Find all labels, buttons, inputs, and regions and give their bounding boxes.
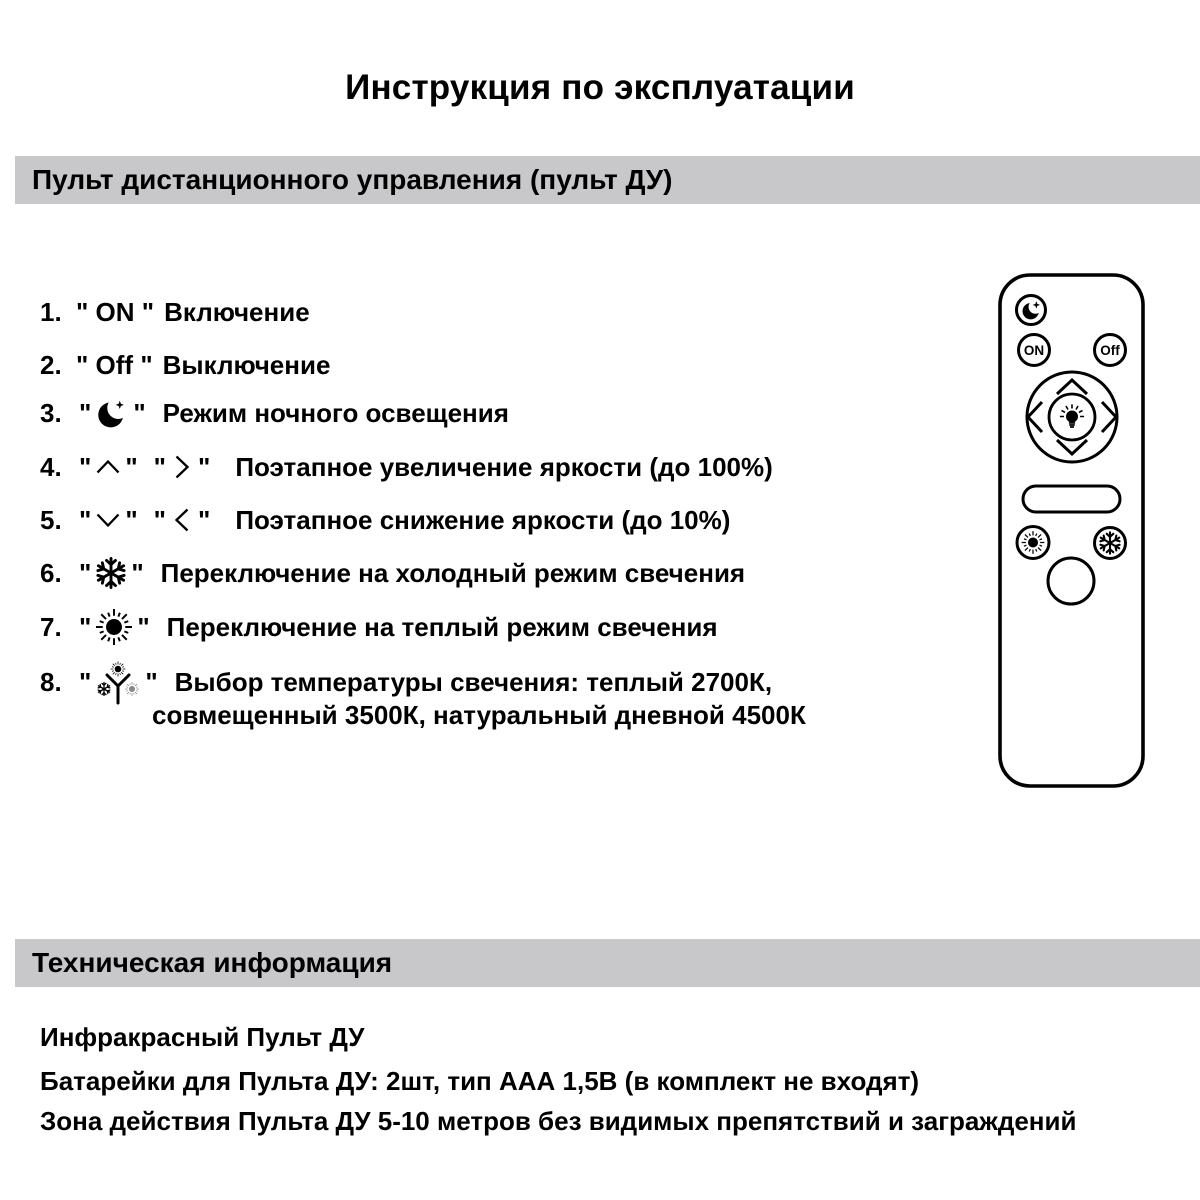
section-header-remote-label: Пульт дистанционного управления (пульт ДУ) bbox=[32, 164, 673, 195]
color-temperature-select-icon bbox=[94, 657, 142, 707]
quote-mark: " bbox=[79, 557, 92, 588]
crescent-moon-icon bbox=[94, 395, 130, 431]
list-item-brightness-up bbox=[40, 445, 773, 489]
item-label: Переключение на холодный режим свечения bbox=[160, 557, 746, 588]
quote-mark: " bbox=[79, 451, 92, 482]
quote-mark: " bbox=[197, 504, 211, 535]
section-header-tech-label: Техническая информация bbox=[32, 947, 393, 978]
off-button bbox=[1095, 335, 1126, 366]
list-item-warm-mode bbox=[40, 605, 718, 649]
tech-info-line: Зона действия Пульта ДУ 5-10 метров без видимых препятствий и заграждений bbox=[40, 1105, 1077, 1136]
chevron-left-icon bbox=[169, 506, 195, 534]
off-button-label: Off bbox=[1100, 343, 1120, 358]
item-label: Поэтапное снижение яркости (до 10%) bbox=[235, 504, 731, 535]
round-button bbox=[1048, 558, 1094, 604]
section-header-tech bbox=[15, 939, 1200, 987]
remote-control-illustration bbox=[990, 268, 1156, 792]
item-label: Включение bbox=[164, 296, 310, 327]
quote-mark: " bbox=[153, 451, 166, 482]
list-item-brightness-down bbox=[40, 498, 730, 542]
item-number: 7. bbox=[40, 611, 62, 642]
quote-mark: " bbox=[137, 611, 150, 642]
quote-mark: " bbox=[131, 557, 144, 588]
list-item-off bbox=[40, 343, 330, 387]
quote-mark: " bbox=[79, 611, 92, 642]
item-number: 5. bbox=[40, 504, 62, 535]
quote-mark: " bbox=[125, 504, 138, 535]
warm-mode-button bbox=[1017, 527, 1049, 559]
item-number: 2. bbox=[40, 349, 62, 380]
sun-icon bbox=[94, 607, 134, 647]
button-name-off: " Off " bbox=[76, 349, 153, 380]
item-number: 8. bbox=[40, 666, 62, 697]
item-label-line2: совмещенный 3500К, натуральный дневной 4500К bbox=[152, 700, 806, 730]
wide-bar-button bbox=[1023, 486, 1120, 512]
list-item-cold-mode bbox=[40, 551, 745, 595]
quote-mark: " bbox=[79, 666, 92, 697]
item-number: 4. bbox=[40, 451, 62, 482]
list-item-on bbox=[40, 290, 310, 334]
item-number: 1. bbox=[40, 296, 62, 327]
item-label: Выключение bbox=[162, 349, 331, 380]
tech-info-line: Батарейки для Пульта ДУ: 2шт, тип ААА 1,5В (в комплект не входят) bbox=[40, 1065, 920, 1096]
quote-mark: " bbox=[153, 504, 166, 535]
chevron-right-icon bbox=[169, 453, 195, 481]
item-label: Поэтапное увеличение яркости (до 100%) bbox=[235, 451, 773, 482]
list-item-color-temperature bbox=[40, 660, 772, 704]
night-mode-button bbox=[1017, 296, 1046, 325]
on-button bbox=[1019, 335, 1050, 366]
section-header-remote bbox=[15, 156, 1200, 204]
quote-mark: " bbox=[197, 451, 211, 482]
quote-mark: " bbox=[125, 451, 138, 482]
chevron-down-icon bbox=[94, 507, 122, 533]
button-name-on: " ON " bbox=[76, 296, 155, 327]
item-label: Переключение на теплый режим свечения bbox=[166, 611, 718, 642]
chevron-up-icon bbox=[94, 454, 122, 480]
brightness-dpad bbox=[1027, 372, 1117, 462]
quote-mark: " bbox=[133, 397, 146, 428]
sun-icon bbox=[1022, 531, 1045, 554]
item-number: 3. bbox=[40, 397, 62, 428]
cold-mode-button bbox=[1095, 528, 1126, 559]
item-label-line1: Выбор температуры свечения: теплый 2700К, bbox=[174, 666, 773, 697]
page-title: Инструкция по эксплуатации bbox=[345, 68, 855, 107]
item-label: Режим ночного освещения bbox=[162, 397, 509, 428]
list-item-night-mode bbox=[40, 391, 509, 435]
quote-mark: " bbox=[79, 504, 92, 535]
tech-info-line: Инфракрасный Пульт ДУ bbox=[40, 1021, 365, 1052]
quote-mark: " bbox=[79, 397, 92, 428]
on-button-label: ON bbox=[1023, 343, 1045, 358]
snowflake-icon bbox=[94, 556, 128, 590]
quote-mark: " bbox=[145, 666, 158, 697]
item-number: 6. bbox=[40, 557, 62, 588]
